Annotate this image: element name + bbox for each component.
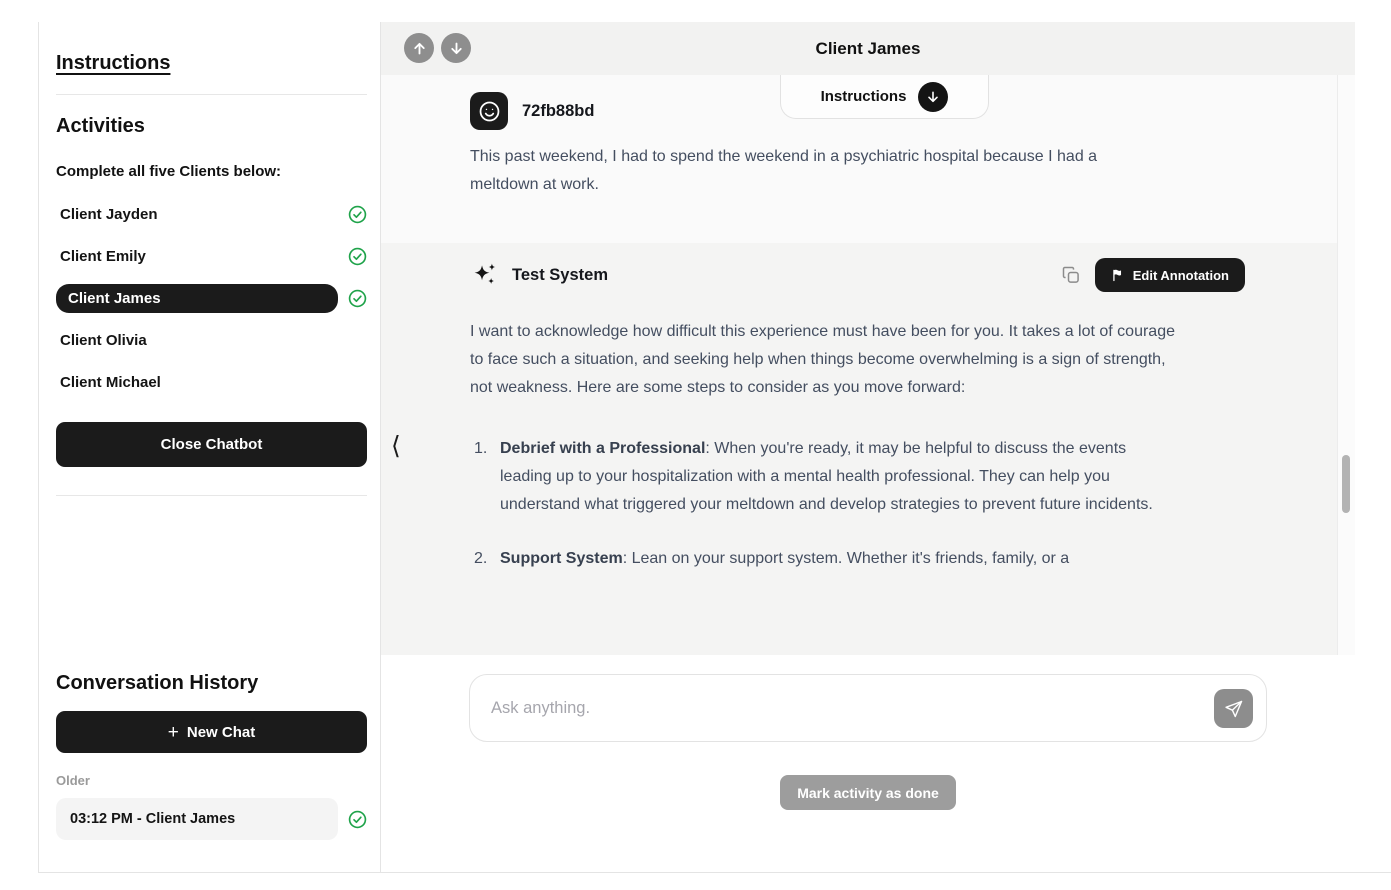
list-number: 1. xyxy=(474,440,488,457)
list-item-title: Support System xyxy=(500,550,623,567)
user-message-text: This past weekend, I had to spend the weekend in a psychiatric hospital because I had a meltdown at work. xyxy=(470,148,1098,193)
scrollbar-track[interactable] xyxy=(1337,75,1355,655)
copy-button[interactable] xyxy=(1061,265,1081,285)
collapse-panel-chevron[interactable]: ⟨ xyxy=(391,432,401,460)
chat-panel xyxy=(380,22,1355,872)
check-circle-icon xyxy=(348,247,367,266)
chat-title: Client James xyxy=(815,39,921,58)
client-label[interactable]: Client Jayden xyxy=(60,205,158,223)
client-label[interactable]: Client Emily xyxy=(60,247,146,265)
client-item-michael[interactable] xyxy=(56,361,367,403)
check-circle-icon xyxy=(348,205,367,224)
plus-icon: + xyxy=(167,721,179,743)
chat-input-section xyxy=(381,655,1355,872)
smiley-icon xyxy=(477,99,502,124)
copy-icon xyxy=(1061,265,1081,285)
send-button[interactable] xyxy=(1214,689,1253,728)
history-item-row xyxy=(56,798,367,840)
activities-note: Complete all five Clients below: xyxy=(56,163,282,180)
edit-annotation-button[interactable] xyxy=(1095,258,1245,292)
sparkles-icon xyxy=(470,261,498,289)
sidebar-divider xyxy=(56,495,367,496)
flag-icon xyxy=(1111,268,1125,282)
scrollbar-thumb[interactable] xyxy=(1342,455,1350,513)
assistant-message xyxy=(381,243,1337,655)
assistant-author-name: Test System xyxy=(512,265,608,284)
chat-input[interactable] xyxy=(470,675,1266,741)
arrow-down-icon xyxy=(448,40,465,57)
sidebar-divider xyxy=(56,94,367,95)
user-author-name: 72fb88bd xyxy=(522,101,595,120)
conversation-history-title: Conversation History xyxy=(56,672,259,694)
assistant-message-header xyxy=(470,258,1307,292)
assistant-intro-text: I want to acknowledge how difficult this experience must have been for you. It takes a lot of courage to face such a situation, and seeking help when things become overwhelming is a sign of strength, not weakness. Here are some steps to consider as you move forward: xyxy=(470,323,1175,396)
list-item-title: Debrief with a Professional xyxy=(500,440,706,457)
arrow-down-icon xyxy=(925,89,941,105)
check-circle-icon xyxy=(348,810,367,829)
scroll-up-button[interactable] xyxy=(404,33,434,63)
send-icon xyxy=(1224,699,1244,719)
mark-activity-done-button[interactable]: Mark activity as done xyxy=(780,775,956,810)
client-label[interactable]: Client Michael xyxy=(60,373,161,391)
instructions-tab-label: Instructions xyxy=(820,88,907,105)
client-label[interactable]: Client Olivia xyxy=(60,331,147,349)
edit-annotation-label: Edit Annotation xyxy=(1132,267,1229,283)
list-item xyxy=(470,435,1176,519)
list-item-text: : Lean on your support system. Whether it's friends, family, or a xyxy=(622,550,1070,567)
activities-title: Activities xyxy=(56,115,145,137)
history-item[interactable]: 03:12 PM - Client James xyxy=(56,798,338,840)
client-item-james-selected[interactable] xyxy=(56,277,367,319)
list-item xyxy=(470,545,1176,573)
client-item-jayden[interactable] xyxy=(56,193,367,235)
client-item-olivia[interactable] xyxy=(56,319,367,361)
client-label[interactable]: Client James xyxy=(56,284,338,313)
arrow-up-icon xyxy=(411,40,428,57)
chat-header xyxy=(381,22,1355,76)
scroll-nav xyxy=(404,33,471,63)
client-list xyxy=(56,193,367,403)
close-chatbot-button[interactable]: Close Chatbot xyxy=(56,422,367,467)
list-number: 2. xyxy=(474,550,488,567)
app-window xyxy=(38,22,1391,873)
check-circle-icon xyxy=(348,289,367,308)
scroll-down-button[interactable] xyxy=(441,33,471,63)
chat-input-box xyxy=(469,674,1267,742)
client-item-emily[interactable] xyxy=(56,235,367,277)
history-group-label: Older xyxy=(56,773,90,788)
message-list xyxy=(381,75,1337,655)
new-chat-label: New Chat xyxy=(186,723,256,741)
assistant-steps-list xyxy=(470,435,1176,573)
user-avatar xyxy=(470,92,508,130)
sidebar xyxy=(38,22,380,872)
new-chat-button[interactable] xyxy=(56,711,367,753)
conversation-history-section xyxy=(56,672,367,840)
instructions-link[interactable]: Instructions xyxy=(56,52,171,74)
list-item-text: : When you're ready, it may be helpful to discuss the events leading up to your hospitalization with a mental health professional. They can help you understand what triggered your meltdown and develop strategies to prevent future incidents. xyxy=(500,440,1153,513)
instructions-expand-button[interactable] xyxy=(918,82,948,112)
instructions-tab[interactable] xyxy=(780,75,989,119)
